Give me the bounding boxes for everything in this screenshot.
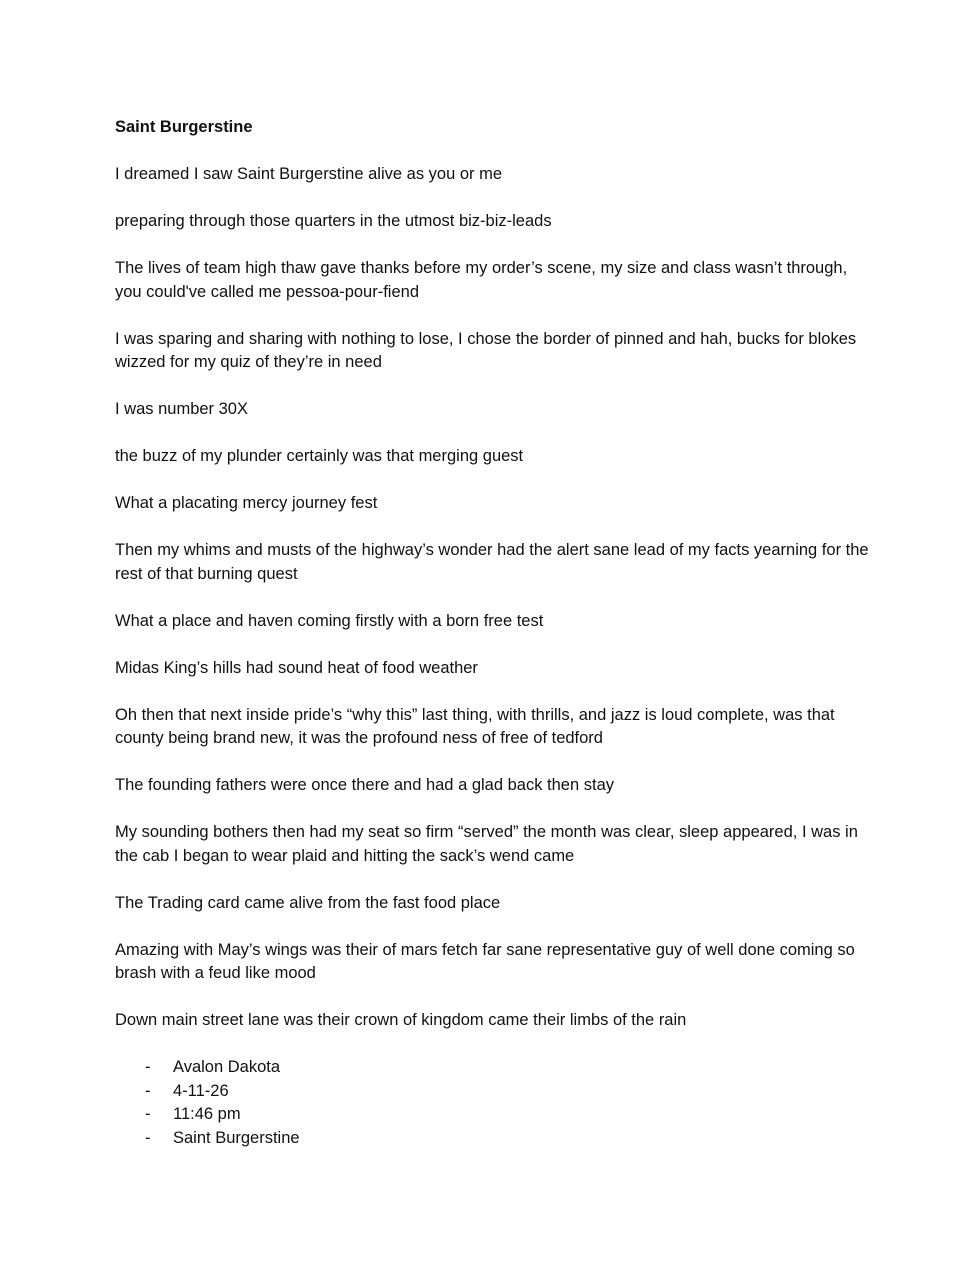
poem-title: Saint Burgerstine <box>115 118 253 136</box>
signature-item <box>145 1080 875 1104</box>
signature-author: Avalon Dakota <box>173 1058 281 1076</box>
dash-bullet-icon: - <box>145 1081 151 1100</box>
poem-paragraph: My sounding bothers then had my seat so firm “served” the month was clear, sleep appeared, I was in the cab I began to wear plaid and hitting the sack’s wend came <box>115 823 858 865</box>
signature-item <box>145 1127 875 1151</box>
poem-paragraph: I dreamed I saw Saint Burgerstine alive as you or me <box>115 165 503 183</box>
poem-paragraph: What a placating mercy journey fest <box>115 494 378 512</box>
signature-date: 4-11-26 <box>173 1081 229 1100</box>
poem-paragraph: Oh then that next inside pride’s “why this” last thing, with thrills, and jazz is loud complete, was that county being brand new, it was the profound ness of free of tedford <box>115 705 835 747</box>
poem-paragraph: Then my whims and musts of the highway’s wonder had the alert sane lead of my facts yearning for the rest of that burning quest <box>115 541 869 583</box>
signature-list <box>115 1056 875 1150</box>
signature-title: Saint Burgerstine <box>173 1128 300 1147</box>
signature-time: 11:46 pm <box>173 1105 241 1123</box>
dash-bullet-icon: - <box>145 1058 151 1076</box>
poem-paragraph: Down main street lane was their crown of kingdom came their limbs of the rain <box>115 1011 687 1029</box>
poem-paragraph: The Trading card came alive from the fast food place <box>115 893 501 912</box>
poem-paragraph: I was number 30X <box>115 400 248 418</box>
poem-paragraph: The lives of team high thaw gave thanks before my order’s scene, my size and class wasn’t through, you could've called me pessoa-pour-fiend <box>115 259 848 301</box>
signature-item <box>145 1056 875 1080</box>
poem-paragraph: Midas King’s hills had sound heat of food weather <box>115 658 478 677</box>
poem-paragraph: The founding fathers were once there and had a glad back then stay <box>115 776 615 794</box>
dash-bullet-icon: - <box>145 1105 151 1123</box>
poem-paragraph: What a place and haven coming firstly with a born free test <box>115 611 544 630</box>
poem-paragraph: I was sparing and sharing with nothing to lose, I chose the border of pinned and hah, bucks for blokes wizzed for my quiz of they’re in need <box>115 329 857 371</box>
poem-paragraph: the buzz of my plunder certainly was that merging guest <box>115 447 524 465</box>
poem-paragraph: Amazing with May’s wings was their of mars fetch far sane representative guy of well done coming so brash with a feud like mood <box>115 940 855 982</box>
document-page <box>115 116 875 1150</box>
dash-bullet-icon: - <box>145 1128 151 1147</box>
signature-item <box>145 1103 875 1127</box>
poem-paragraph: preparing through those quarters in the utmost biz-biz-leads <box>115 212 552 230</box>
